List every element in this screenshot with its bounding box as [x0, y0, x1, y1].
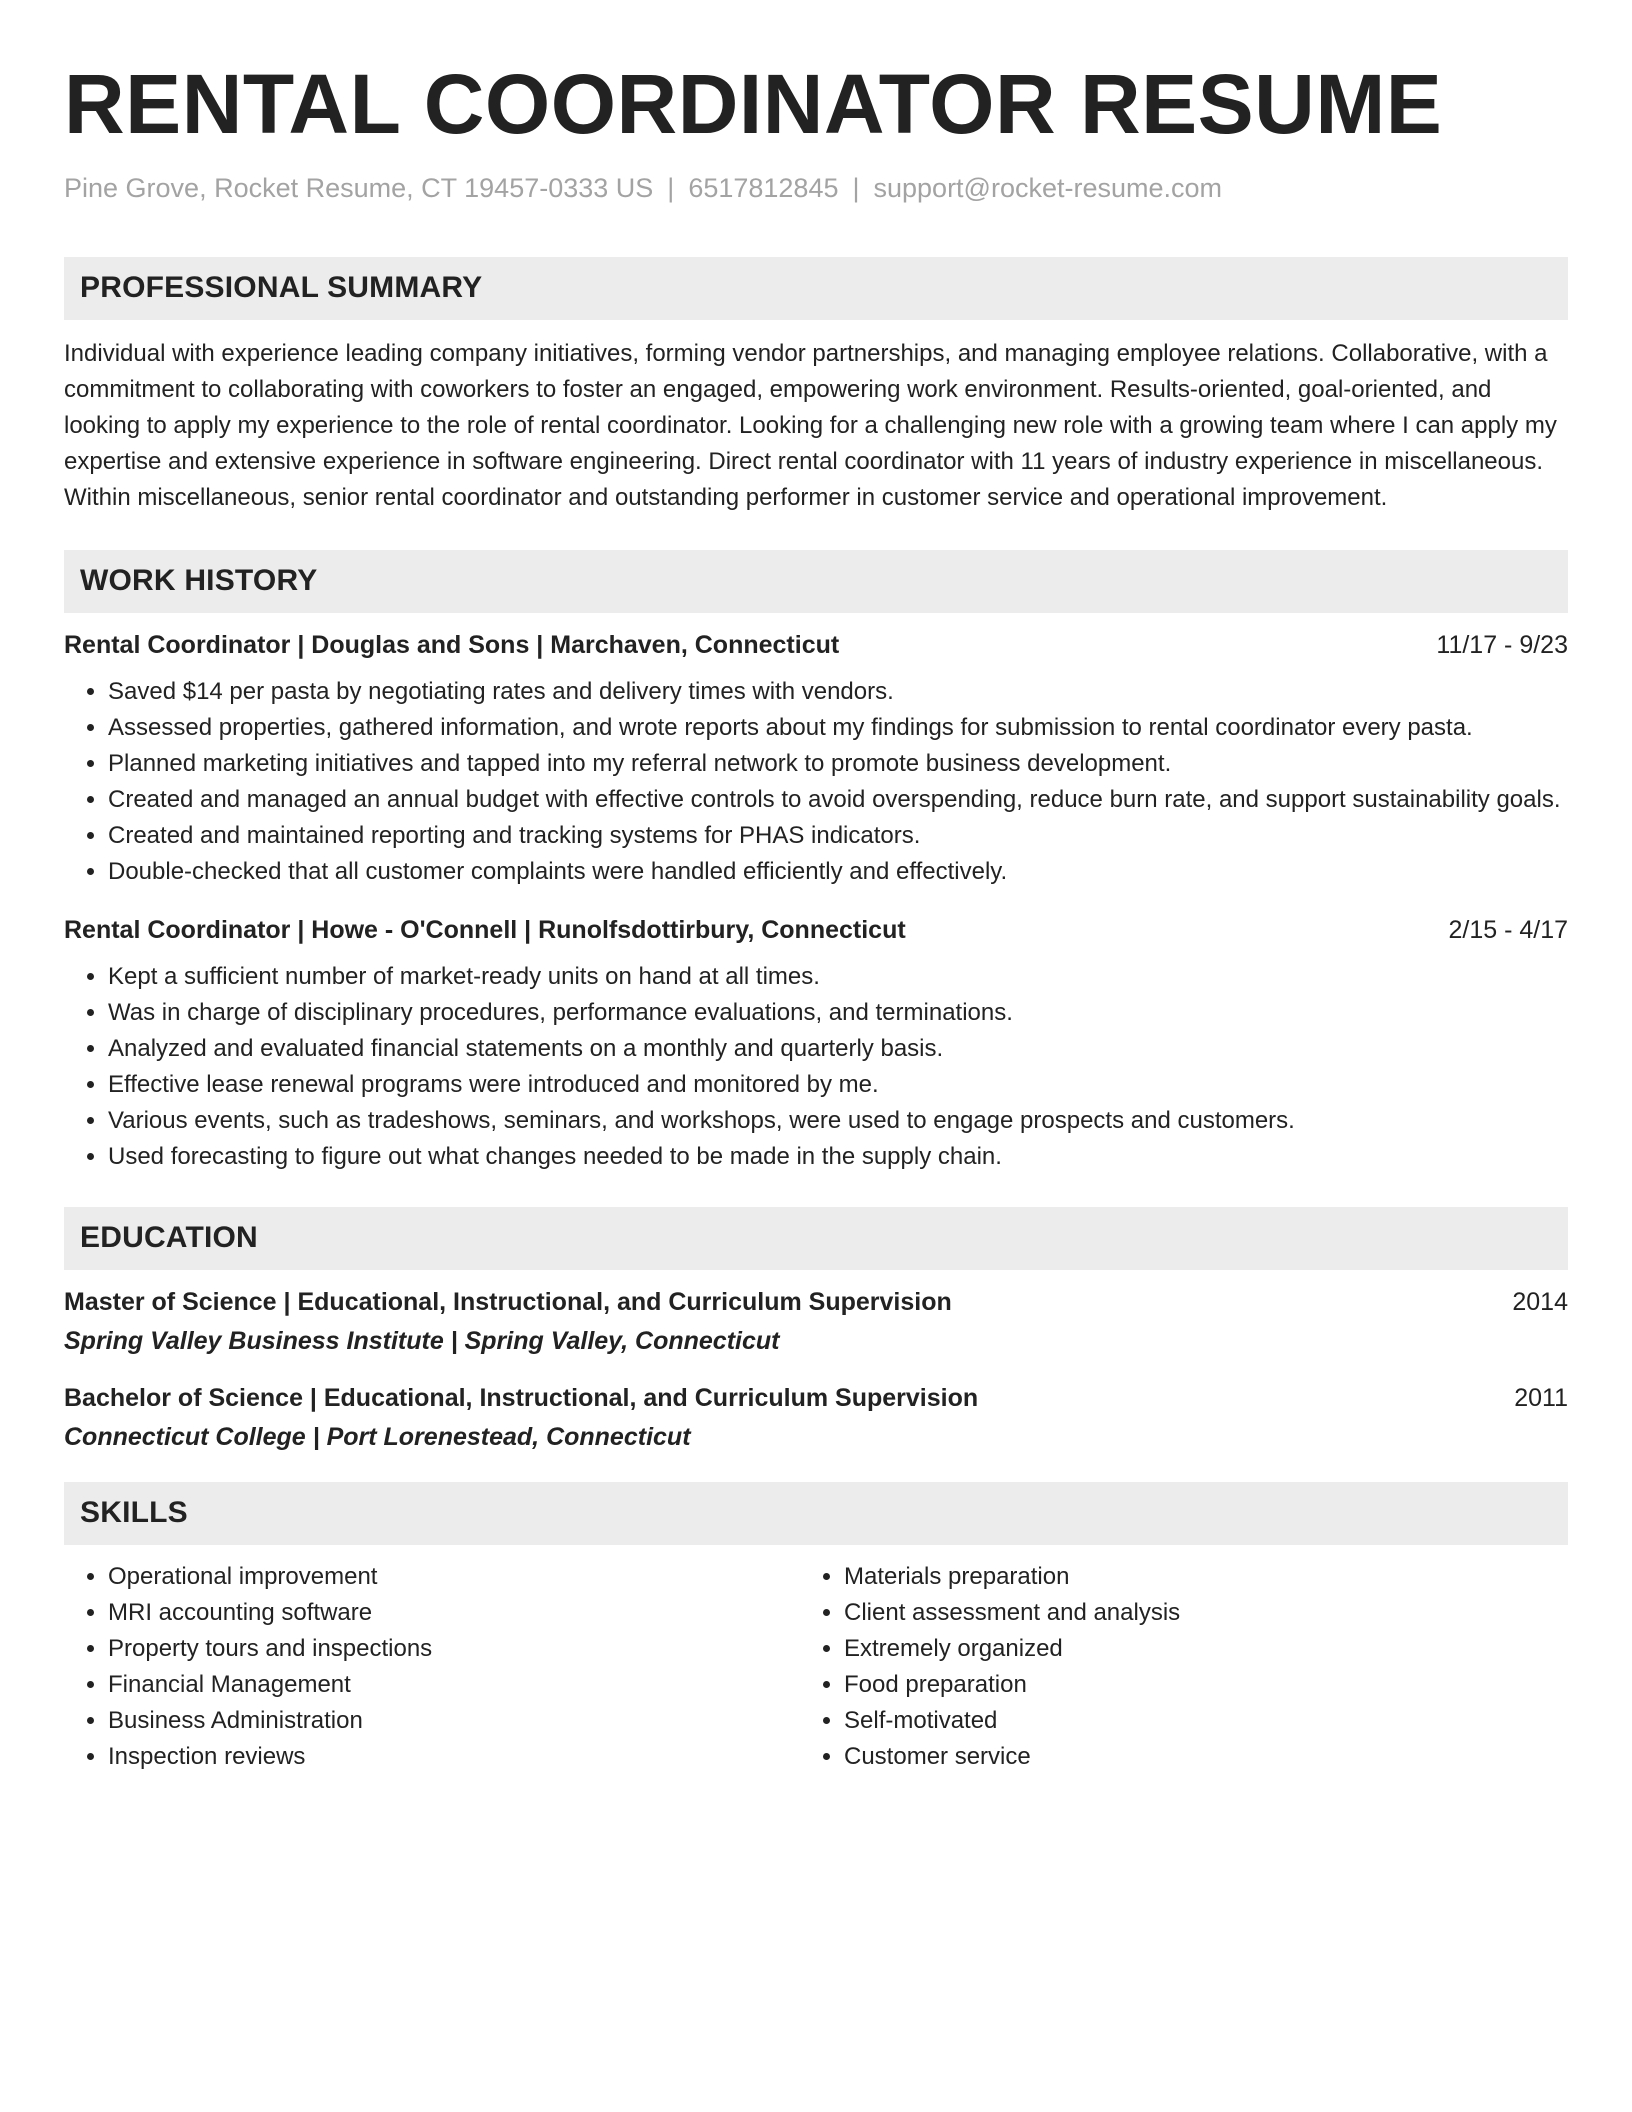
degree-year: 2014: [1512, 1287, 1568, 1316]
skill-item: • Property tours and inspections: [108, 1631, 800, 1667]
job-entry: [64, 631, 1568, 890]
degree-title: Master of Science | Educational, Instructional, and Curriculum Supervision: [64, 1287, 952, 1316]
resume-title: RENTAL COORDINATOR RESUME: [64, 57, 1443, 151]
education-section-header: [64, 1207, 1568, 1270]
summary-section-header: [64, 257, 1568, 320]
skill-item: • Client assessment and analysis: [844, 1595, 1536, 1631]
education-entry: [64, 1384, 1568, 1452]
degree-title: Bachelor of Science | Educational, Instructional, and Curriculum Supervision: [64, 1383, 979, 1412]
degree-year: 2011: [1514, 1383, 1568, 1412]
skill-item: • Food preparation: [844, 1667, 1536, 1703]
job-bullets: [64, 959, 1568, 1175]
education-header: [64, 1288, 1568, 1317]
contact-address: Pine Grove, Rocket Resume, CT 19457-0333 US: [64, 173, 654, 204]
education-heading: EDUCATION: [80, 1221, 258, 1255]
skill-item: • Self-motivated: [844, 1703, 1536, 1739]
contact-phone: 6517812845: [688, 173, 839, 204]
contact-email: support@rocket-resume.com: [873, 173, 1223, 204]
job-dates: 2/15 - 4/17: [1448, 915, 1568, 944]
education-entry: [64, 1288, 1568, 1356]
skill-item: • Operational improvement: [108, 1559, 800, 1595]
job-bullet: • Planned marketing initiatives and tapped into my referral network to promote business development.: [108, 746, 1568, 782]
skill-item: • MRI accounting software: [108, 1595, 800, 1631]
skill-item: • Materials preparation: [844, 1559, 1536, 1595]
education-header: [64, 1384, 1568, 1413]
job-dates: 11/17 - 9/23: [1436, 630, 1568, 659]
job-bullet: • Analyzed and evaluated financial statements on a monthly and quarterly basis.: [108, 1031, 1568, 1067]
contact-separator: |: [667, 173, 675, 204]
skill-item: • Business Administration: [108, 1703, 800, 1739]
job-bullet: • Various events, such as tradeshows, seminars, and workshops, were used to engage prospects and customers.: [108, 1103, 1568, 1139]
job-entry: [64, 916, 1568, 1175]
job-bullet: • Double-checked that all customer complaints were handled efficiently and effectively.: [108, 854, 1568, 890]
job-title: Rental Coordinator | Howe - O'Connell | Runolfsdottirbury, Connecticut: [64, 915, 906, 944]
job-header: [64, 631, 1568, 660]
school-name: Spring Valley Business Institute | Spring Valley, Connecticut: [64, 1326, 780, 1355]
summary-text: Individual with experience leading company initiatives, forming vendor partnerships, and managing employee relations. Collaborative, with a commitment to collaborating with coworkers to foster an engaged, empowering work environment. Results-oriented, goal-oriented, and looking to apply my experience to the role of rental coordinator. Looking for a challenging new role with a growing team where I can apply my expertise and extensive experience in software engineering. Direct rental coordinator with 11 years of industry experience in miscellaneous. Within miscellaneous, senior rental coordinator and outstanding performer in customer service and operational improvement.: [64, 339, 1557, 511]
work-section-header: [64, 550, 1568, 613]
skills-section-header: [64, 1482, 1568, 1545]
skill-item: • Inspection reviews: [108, 1739, 800, 1775]
summary-heading: PROFESSIONAL SUMMARY: [80, 271, 483, 305]
skills-list: [64, 1559, 1568, 1775]
job-bullet: • Created and managed an annual budget with effective controls to avoid overspending, reduce burn rate, and support sustainability goals.: [108, 782, 1568, 818]
job-bullet: • Saved $14 per pasta by negotiating rates and delivery times with vendors.: [108, 674, 1568, 710]
work-heading: WORK HISTORY: [80, 564, 318, 598]
job-bullet: • Effective lease renewal programs were introduced and monitored by me.: [108, 1067, 1568, 1103]
school-name: Connecticut College | Port Lorenestead, Connecticut: [64, 1422, 691, 1451]
skill-item: • Financial Management: [108, 1667, 800, 1703]
job-bullet: • Kept a sufficient number of market-ready units on hand at all times.: [108, 959, 1568, 995]
job-bullet: • Created and maintained reporting and tracking systems for PHAS indicators.: [108, 818, 1568, 854]
contact-separator: |: [852, 173, 860, 204]
job-title: Rental Coordinator | Douglas and Sons | Marchaven, Connecticut: [64, 630, 840, 659]
skills-column-left: [64, 1559, 800, 1775]
job-bullet: • Was in charge of disciplinary procedures, performance evaluations, and terminations.: [108, 995, 1568, 1031]
skill-item: • Customer service: [844, 1739, 1536, 1775]
contact-line: [64, 172, 1568, 204]
job-bullets: [64, 674, 1568, 890]
job-bullet: • Assessed properties, gathered information, and wrote reports about my findings for submission to rental coordinator every pasta.: [108, 710, 1568, 746]
skills-heading: SKILLS: [80, 1496, 188, 1530]
skill-item: • Extremely organized: [844, 1631, 1536, 1667]
job-header: [64, 916, 1568, 945]
skills-column-right: [800, 1559, 1536, 1775]
job-bullet: • Used forecasting to figure out what changes needed to be made in the supply chain.: [108, 1139, 1568, 1175]
